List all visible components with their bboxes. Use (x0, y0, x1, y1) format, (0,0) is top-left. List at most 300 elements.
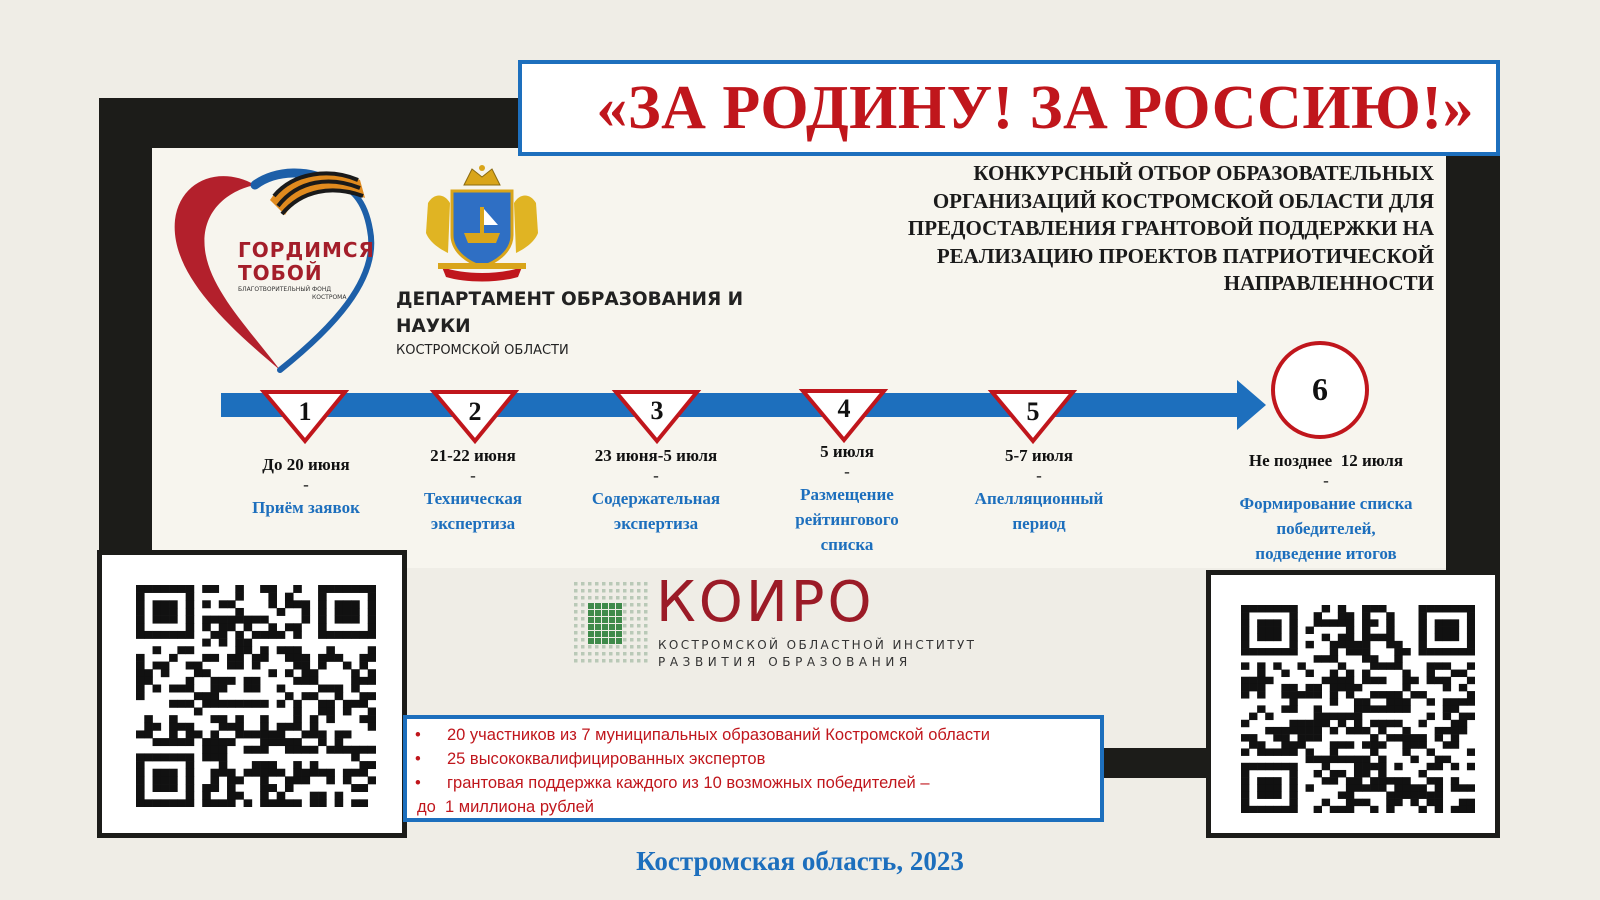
qr-module (1273, 734, 1281, 741)
koiro-mark-icon (574, 582, 650, 666)
koiro-mark-dot (574, 617, 578, 621)
qr-module (252, 761, 261, 769)
qr-module (1451, 741, 1459, 748)
koiro-mark-dot (581, 645, 585, 649)
qr-module (1435, 756, 1443, 763)
qr-module (1370, 705, 1378, 712)
qr-module (202, 616, 211, 624)
qr-module (1435, 677, 1443, 684)
qr-module (1346, 784, 1354, 791)
qr-module (1427, 799, 1435, 806)
qr-module (1241, 627, 1249, 634)
qr-module (277, 769, 286, 777)
qr-module (351, 600, 360, 608)
qr-module (1362, 698, 1370, 705)
koiro-mark-dot (644, 596, 648, 600)
qr-module (1467, 634, 1475, 641)
qr-module (1322, 720, 1330, 727)
qr-module (1467, 605, 1475, 612)
qr-module (268, 631, 277, 639)
qr-module (1402, 698, 1410, 705)
qr-module (310, 723, 319, 731)
qr-module (285, 669, 294, 677)
qr-module (210, 730, 219, 738)
qr-module (1362, 670, 1370, 677)
qr-module (161, 799, 170, 807)
qr-module (351, 685, 360, 693)
qr-module (1322, 605, 1330, 612)
qr-module (1322, 677, 1330, 684)
qr-module (335, 746, 344, 754)
qr-module (351, 769, 360, 777)
qr-module (1354, 648, 1362, 655)
step-stage: рейтингового (795, 510, 899, 529)
qr-module (1419, 770, 1427, 777)
qr-module (1289, 791, 1297, 798)
qr-module (153, 585, 162, 593)
qr-module (169, 769, 178, 777)
qr-module (277, 738, 286, 746)
qr-module (202, 746, 211, 754)
qr-module (1467, 662, 1475, 669)
qr-module (1257, 677, 1265, 684)
qr-module (1451, 720, 1459, 727)
qr-module (1370, 720, 1378, 727)
qr-module (136, 600, 145, 608)
qr-module (1289, 720, 1297, 727)
bullet: • (415, 750, 421, 768)
qr-module (153, 799, 162, 807)
step-stage: Размещение (800, 485, 894, 504)
qr-module (1257, 763, 1265, 770)
qr-module (1346, 634, 1354, 641)
qr-module (1346, 684, 1354, 691)
qr-module (277, 631, 286, 639)
qr-module (1386, 634, 1394, 641)
qr-module (1306, 784, 1314, 791)
qr-module (268, 600, 277, 608)
qr-module (1443, 713, 1451, 720)
qr-module (1435, 777, 1443, 784)
qr-module (268, 799, 277, 807)
qr-module (318, 769, 327, 777)
department-line1: ДЕПАРТАМЕНТ ОБРАЗОВАНИЯ И (396, 289, 744, 310)
qr-module (1427, 605, 1435, 612)
qr-module (1297, 734, 1305, 741)
qr-module (235, 646, 244, 654)
qr-module (1273, 748, 1281, 755)
qr-module (260, 730, 269, 738)
qr-module (1289, 705, 1297, 712)
qr-module (219, 738, 228, 746)
qr-module (318, 799, 327, 807)
qr-module (1467, 691, 1475, 698)
qr-module (1306, 641, 1314, 648)
koiro-mark-dot (588, 631, 594, 637)
qr-module (210, 784, 219, 792)
fund-logo-caption1: БЛАГОТВОРИТЕЛЬНЫЙ ФОНД (238, 286, 332, 293)
qr-module (1362, 770, 1370, 777)
qr-module (252, 662, 261, 670)
qr-module (136, 662, 145, 670)
koiro-mark-dot (581, 582, 585, 586)
qr-module (244, 646, 253, 654)
qr-module (335, 616, 344, 624)
qr-module (1241, 763, 1249, 770)
qr-module (260, 776, 269, 784)
qr-module (136, 677, 145, 685)
koiro-subtitle-1: КОСТРОМСКОЙ ОБЛАСТНОЙ ИНСТИТУТ (658, 638, 977, 652)
qr-module (1241, 691, 1249, 698)
qr-module (326, 685, 335, 693)
qr-module (343, 776, 352, 784)
qr-module (177, 738, 186, 746)
qr-module (1459, 799, 1467, 806)
koiro-mark-dot (574, 596, 578, 600)
qr-module (1362, 634, 1370, 641)
qr-module (244, 616, 253, 624)
qr-module (302, 600, 311, 608)
qr-module (1443, 662, 1451, 669)
qr-module (1273, 784, 1281, 791)
qr-module (1362, 619, 1370, 626)
qr-module (227, 784, 236, 792)
page-title: «ЗА РОДИНУ! ЗА РОССИЮ!» (596, 73, 1474, 142)
qr-module (1241, 784, 1249, 791)
qr-module (210, 738, 219, 746)
step-date: 23 июня-5 июля (594, 446, 718, 465)
qr-module (293, 707, 302, 715)
qr-module (1338, 806, 1346, 813)
qr-module (1427, 648, 1435, 655)
qr-module (1459, 806, 1467, 813)
koiro-mark-dot (581, 610, 585, 614)
koiro-mark-dot (616, 603, 622, 609)
qr-module (153, 776, 162, 784)
qr-module (368, 723, 376, 731)
fund-logo-line1: ГОРДИМСЯ (238, 238, 375, 262)
qr-module (1370, 677, 1378, 684)
qr-module (136, 730, 145, 738)
step-dash: - (1323, 471, 1329, 490)
koiro-mark-dot (609, 645, 613, 649)
koiro-mark-dot (637, 645, 641, 649)
qr-module (1378, 662, 1386, 669)
timeline-step-6 (1206, 451, 1446, 566)
qr-module (235, 776, 244, 784)
qr-module (310, 769, 319, 777)
qr-module (186, 677, 195, 685)
qr-module (186, 585, 195, 593)
qr-module (1314, 720, 1322, 727)
koiro-mark-dot (623, 589, 627, 593)
koiro-mark-dot (581, 638, 585, 642)
qr-module (1354, 777, 1362, 784)
koiro-mark-dot (630, 589, 634, 593)
qr-module (1354, 784, 1362, 791)
qr-module (1346, 648, 1354, 655)
qr-module (1257, 662, 1265, 669)
qr-module (285, 600, 294, 608)
qr-module (1330, 756, 1338, 763)
qr-module (219, 700, 228, 708)
koiro-mark-dot (595, 638, 601, 644)
qr-module (1443, 684, 1451, 691)
koiro-mark-dot (588, 596, 592, 600)
qr-module (260, 746, 269, 754)
qr-module (302, 692, 311, 700)
koiro-mark-dot (574, 624, 578, 628)
qr-module (1459, 670, 1467, 677)
qr-module (169, 585, 178, 593)
step-stage: подведение итогов (1255, 544, 1397, 563)
qr-module (219, 623, 228, 631)
qr-module (1354, 727, 1362, 734)
qr-module (1451, 605, 1459, 612)
qr-module (252, 746, 261, 754)
koiro-mark-dot (574, 638, 578, 642)
qr-module (136, 654, 145, 662)
qr-module (1362, 705, 1370, 712)
koiro-mark-dot (609, 589, 613, 593)
fund-logo-caption2: КОСТРОМА (312, 294, 347, 301)
koiro-mark-dot (644, 652, 648, 656)
qr-module (302, 769, 311, 777)
qr-module (1314, 655, 1322, 662)
qr-module (1241, 612, 1249, 619)
qr-module (1249, 684, 1257, 691)
qr-module (136, 799, 145, 807)
qr-module (1257, 670, 1265, 677)
qr-module (268, 669, 277, 677)
koiro-mark-dot (574, 631, 578, 635)
qr-module (1451, 627, 1459, 634)
qr-module (302, 654, 311, 662)
qr-module (1386, 612, 1394, 619)
qr-module (169, 631, 178, 639)
qr-module (326, 646, 335, 654)
koiro-mark-dot (588, 645, 592, 649)
step-stage: Приём заявок (252, 498, 360, 517)
qr-module (219, 753, 228, 761)
koiro-mark-dot (574, 582, 578, 586)
qr-module (268, 761, 277, 769)
qr-module (1281, 741, 1289, 748)
qr-module (310, 692, 319, 700)
qr-module (1386, 641, 1394, 648)
qr-module (368, 669, 376, 677)
qr-module (210, 677, 219, 685)
qr-module (202, 753, 211, 761)
qr-module (1314, 684, 1322, 691)
qr-module (1338, 662, 1346, 669)
qr-module (310, 730, 319, 738)
koiro-mark-dot (602, 596, 606, 600)
qr-module (1354, 713, 1362, 720)
qr-module (1451, 670, 1459, 677)
qr-module (1265, 605, 1273, 612)
qr-module (1435, 648, 1443, 655)
qr-module (268, 730, 277, 738)
qr-module (169, 784, 178, 792)
qr-module (343, 700, 352, 708)
qr-module (1289, 741, 1297, 748)
qr-module (186, 738, 195, 746)
qr-module (335, 685, 344, 693)
qr-module (343, 730, 352, 738)
qr-module (1249, 605, 1257, 612)
step-stage: Содержательная (591, 489, 721, 508)
qr-module (202, 784, 211, 792)
qr-module (1297, 727, 1305, 734)
qr-module (1378, 634, 1386, 641)
qr-module (1378, 763, 1386, 770)
koiro-mark-dot (574, 659, 578, 663)
qr-module (210, 692, 219, 700)
qr-code-left[interactable] (97, 550, 407, 838)
qr-module (318, 707, 327, 715)
qr-module (1402, 777, 1410, 784)
qr-module (161, 600, 170, 608)
koiro-mark-dot (644, 582, 648, 586)
koiro-mark-dot (630, 582, 634, 586)
qr-module (1394, 655, 1402, 662)
qr-module (169, 738, 178, 746)
koiro-mark-dot (637, 617, 641, 621)
qr-module (1241, 662, 1249, 669)
qr-module (1346, 806, 1354, 813)
qr-module (1402, 748, 1410, 755)
qr-module (219, 723, 228, 731)
qr-module (1265, 619, 1273, 626)
koiro-mark-dot (644, 624, 648, 628)
qr-module (1435, 763, 1443, 770)
qr-module (210, 685, 219, 693)
qr-module (1346, 777, 1354, 784)
qr-module (1281, 705, 1289, 712)
koiro-mark-dot (595, 652, 599, 656)
koiro-mark-dot (602, 645, 606, 649)
qr-module (368, 707, 376, 715)
koiro-mark-dot (616, 645, 620, 649)
koiro-mark-dot (602, 589, 606, 593)
koiro-mark-dot (602, 624, 608, 630)
qr-module (210, 715, 219, 723)
qr-module (227, 600, 236, 608)
qr-module (326, 776, 335, 784)
qr-module (1241, 734, 1249, 741)
qr-module (1265, 648, 1273, 655)
qr-module (1427, 670, 1435, 677)
qr-module (359, 662, 368, 670)
koiro-mark-dot (581, 652, 585, 656)
qr-module (1402, 684, 1410, 691)
qr-module (1281, 605, 1289, 612)
qr-module (293, 631, 302, 639)
koiro-mark-dot (602, 652, 606, 656)
qr-module (1241, 648, 1249, 655)
qr-module (1451, 619, 1459, 626)
qr-module (1346, 619, 1354, 626)
qr-module (260, 616, 269, 624)
qr-module (1362, 648, 1370, 655)
koiro-mark-dot (588, 624, 594, 630)
koiro-mark-dot (581, 617, 585, 621)
qr-module (136, 608, 145, 616)
koiro-mark-dot (644, 645, 648, 649)
department-line2: НАУКИ (396, 316, 471, 337)
qr-module (1281, 670, 1289, 677)
qr-module (202, 799, 211, 807)
qr-module (1330, 684, 1338, 691)
qr-module (1273, 763, 1281, 770)
qr-module (1257, 806, 1265, 813)
qr-module (227, 792, 236, 800)
qr-module (161, 608, 170, 616)
qr-module (1386, 662, 1394, 669)
qr-module (1322, 713, 1330, 720)
qr-module (244, 677, 253, 685)
qr-module (1241, 605, 1249, 612)
qr-module (1338, 677, 1346, 684)
qr-module (227, 623, 236, 631)
qr-module (1435, 634, 1443, 641)
qr-module (351, 677, 360, 685)
qr-module (318, 585, 327, 593)
qr-module (302, 608, 311, 616)
qr-module (318, 593, 327, 601)
qr-module (252, 677, 261, 685)
qr-module (210, 654, 219, 662)
qr-module (144, 723, 153, 731)
koiro-mark-dot (609, 582, 613, 586)
qr-module (1273, 627, 1281, 634)
qr-module (161, 631, 170, 639)
qr-module (1265, 713, 1273, 720)
step-stage: Техническая (423, 489, 523, 508)
timeline-step-5 (929, 446, 1149, 536)
koiro-mark-dot (609, 596, 613, 600)
qr-module (1297, 691, 1305, 698)
qr-module (326, 746, 335, 754)
qr-module (318, 662, 327, 670)
koiro-mark-dot (588, 582, 592, 586)
qr-module (293, 700, 302, 708)
qr-module (359, 746, 368, 754)
koiro-mark-dot (616, 582, 620, 586)
qr-module (194, 707, 203, 715)
qr-module (368, 692, 376, 700)
qr-code-right[interactable] (1206, 570, 1500, 838)
timeline-step-4 (737, 442, 957, 557)
qr-module (144, 631, 153, 639)
qr-module (1265, 677, 1273, 684)
qr-module (1427, 713, 1435, 720)
koiro-mark-dot (609, 603, 615, 609)
koiro-mark-dot (616, 610, 622, 616)
qr-module (186, 799, 195, 807)
koiro-mark-dot (630, 610, 634, 614)
qr-module (1281, 734, 1289, 741)
qr-module (1451, 634, 1459, 641)
qr-module (161, 769, 170, 777)
qr-module (169, 608, 178, 616)
qr-module (1419, 627, 1427, 634)
qr-module (1297, 741, 1305, 748)
qr-module (1354, 763, 1362, 770)
qr-module (1338, 641, 1346, 648)
qr-module (186, 646, 195, 654)
